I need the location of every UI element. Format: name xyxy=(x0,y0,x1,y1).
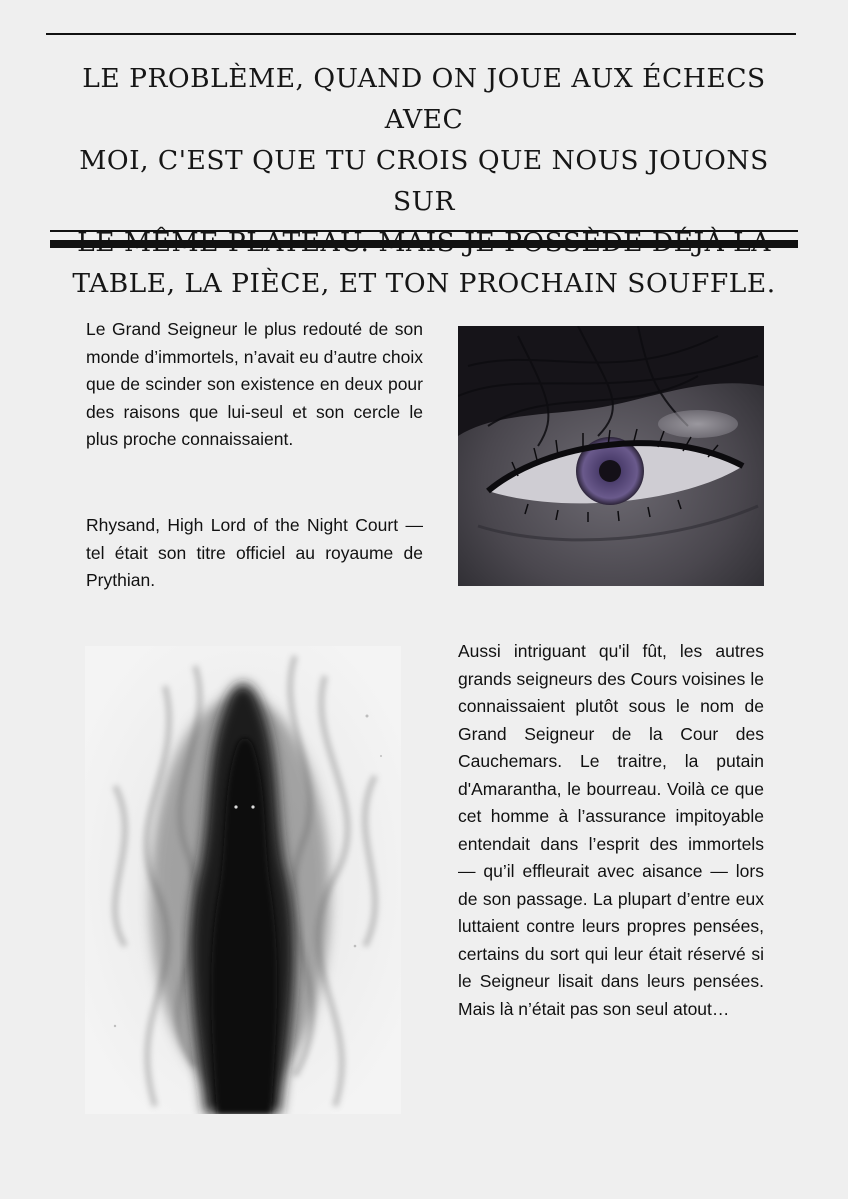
divider-thick xyxy=(50,240,798,248)
divider-thin xyxy=(50,230,798,232)
smoke-figure-photo xyxy=(85,646,401,1114)
quote-heading xyxy=(50,58,798,304)
quote-line-1: LE PROBLÈME, QUAND ON JOUE AUX ÉCHECS AVEC xyxy=(82,63,766,135)
quote-line-2: MOI, C'EST QUE TU CROIS QUE NOUS JOUONS SUR xyxy=(79,145,769,217)
paragraph-intro: Le Grand Seigneur le plus redouté de son monde d’immortels, n’avait eu d’autre choix que de scinder son existence en deux pour des raisons que lui-seul et son cercle le plus proche connaissaient. xyxy=(86,319,423,449)
quote-line-4: TABLE, LA PIÈCE, ET TON PROCHAIN SOUFFLE. xyxy=(72,268,776,299)
top-divider xyxy=(46,33,796,35)
paragraph-reputation: Aussi intriguant qu'il fût, les autres grands seigneurs des Cours voisines le connaissaient plutôt sous le nom de Grand Seigneur de la Cour des Cauchemars. Le traitre, la putain d'Amarantha, le bourreau. Voilà ce que cet homme à l’assurance impitoyable entendait dans l’esprit des immortels — qu’il effleurait avec aisance — lors de son passage. La plupart d’entre eux luttaient contre leurs propres pensées, certains du sort qui leur était réservé si le Seigneur lisait dans leurs pensées. Mais là n’était pas son seul atout… xyxy=(458,641,764,1019)
paragraph-title: Rhysand, High Lord of the Night Court — tel était son titre officiel au royaume de Prythian. xyxy=(86,515,423,590)
eye-photo xyxy=(458,326,764,586)
